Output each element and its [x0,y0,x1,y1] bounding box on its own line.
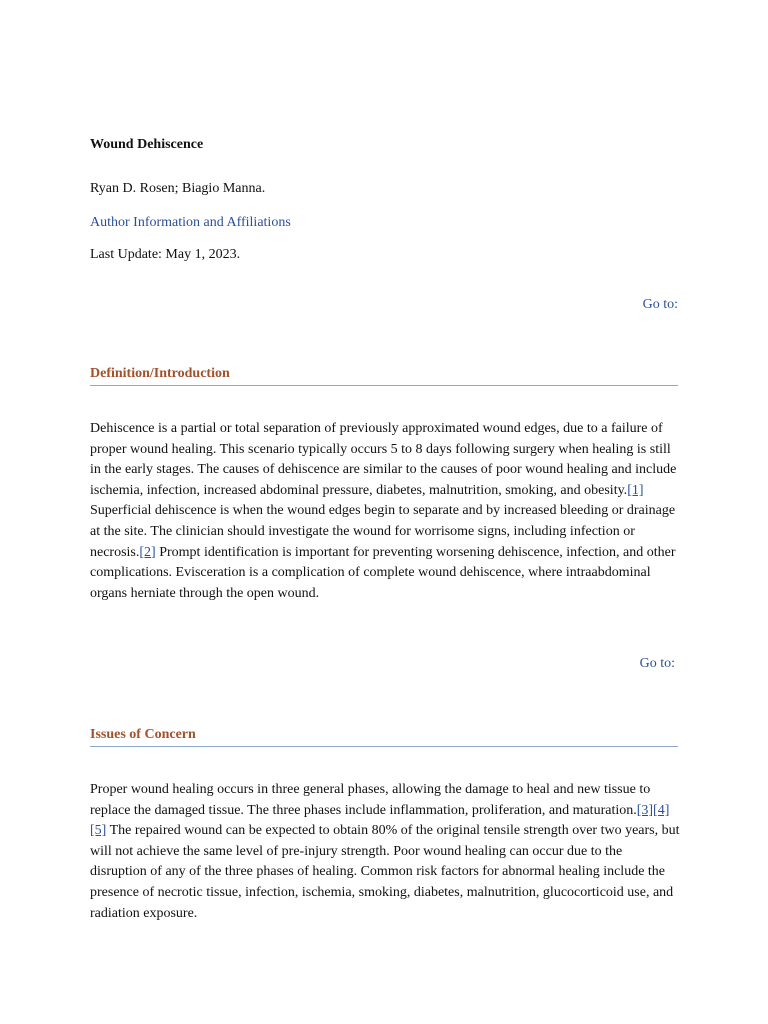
article-title: Wound Dehiscence [90,137,204,152]
section-heading-issues: Issues of Concern [90,726,678,747]
section-paragraph-definition [90,419,680,604]
paragraph-text: The repaired wound can be expected to obtain 80% of the original tensile strength over two years, but will not achieve the same level of pre-injury strength. Poor wound healing can occur due to the disruption of any of the three phases of healing. Common risk factors for abnormal healing include the presence of necrotic tissue, infection, ischemia, smoking, diabetes, malnutrition, glucocorticoid use, and radiation exposure. [90,823,680,921]
paragraph-text: Superficial dehiscence is when the wound edges begin to separate and by increased bleeding or drainage at the site. The clinician should investigate the wound for worrisome signs, including infection or necrosis. [90,503,676,560]
reference-link-5[interactable]: [5] [90,823,107,839]
reference-link-2[interactable]: [2] [139,544,156,560]
last-update: Last Update: May 1, 2023. [90,247,241,262]
reference-link-1[interactable]: [1] [627,482,644,498]
reference-link-4[interactable]: [4] [653,802,670,818]
paragraph-text: Dehiscence is a partial or total separation of previously approximated wound edges, due to a failure of proper wound healing. This scenario typically occurs 5 to 8 days following surgery when healing is still in the early stages. The causes of dehiscence are similar to the causes of poor wound healing and include ischemia, infection, increased abdominal pressure, diabetes, malnutrition, smoking, and obesity. [90,421,677,498]
reference-link-3[interactable]: [3] [636,802,654,818]
section-paragraph-issues [90,780,680,924]
goto-link-1[interactable]: Go to: [642,297,678,312]
goto-link-2[interactable]: Go to: [639,656,675,671]
paragraph-text: Proper wound healing occurs in three general phases, allowing the damage to heal and new tissue to replace the damaged tissue. The three phases include inflammation, proliferation, and maturation. [90,782,651,818]
section-heading-definition: Definition/Introduction [90,365,678,386]
author-affiliations-link[interactable]: Author Information and Affiliations [90,215,291,230]
paragraph-text: Prompt identification is important for preventing worsening dehiscence, infection, and other complications. Evisceration is a complication of complete wound dehiscence, where intraabdominal organs herniate through the open wound. [90,544,676,601]
article-authors: Ryan D. Rosen; Biagio Manna. [90,181,266,196]
